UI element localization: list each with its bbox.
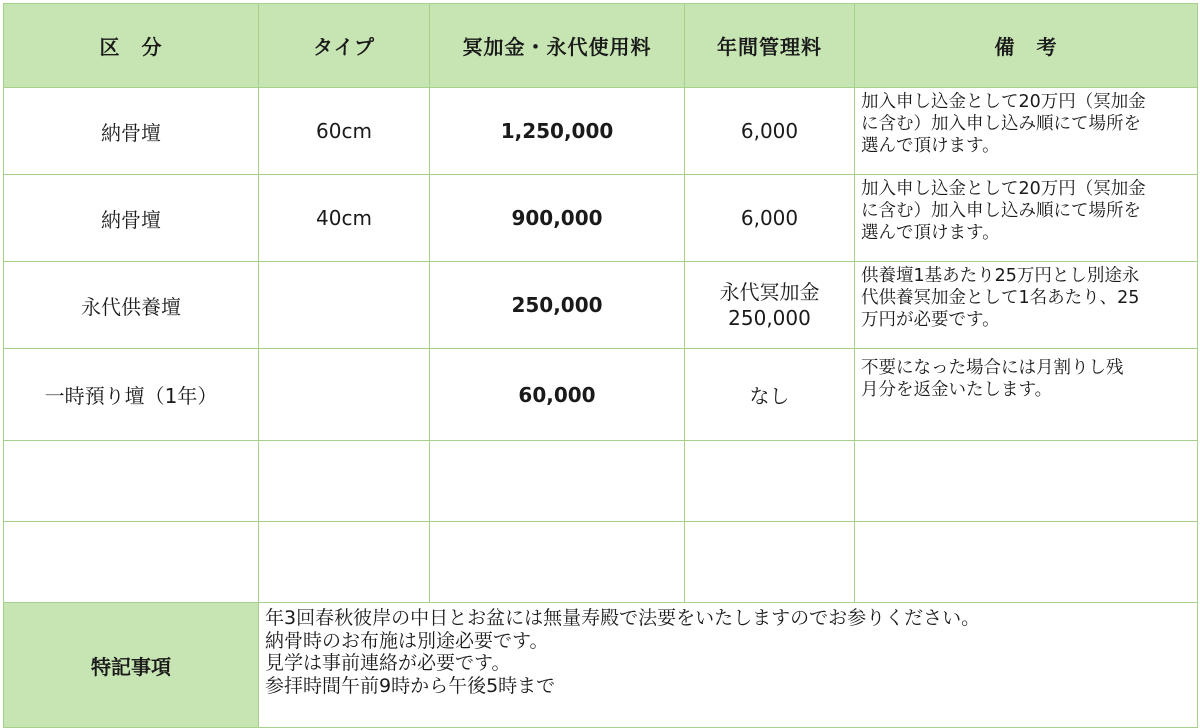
cell-annual-fee — [685, 88, 855, 175]
cell-category: 永代供養壇 — [4, 262, 259, 349]
header-remarks: 備 考 — [855, 4, 1198, 88]
annual-fee-text: なし — [749, 384, 790, 408]
cell-type — [259, 349, 430, 441]
empty-cell — [685, 441, 855, 522]
empty-row — [4, 522, 1198, 603]
empty-cell — [685, 522, 855, 603]
empty-cell — [430, 441, 685, 522]
header-usage-fee: 冥加金・永代使用料 — [430, 4, 685, 88]
cell-type: 60cm — [259, 88, 430, 175]
header-row — [4, 4, 1198, 88]
cell-usage-fee: 60,000 — [430, 349, 685, 441]
cell-remarks — [855, 349, 1198, 441]
annual-fee-text: 6,000 — [740, 119, 799, 143]
table-row — [4, 175, 1198, 262]
remarks-line: 加入申し込金として20万円（冥加金 — [861, 92, 1146, 112]
empty-cell — [855, 522, 1198, 603]
cell-remarks — [855, 262, 1198, 349]
cell-category: 納骨壇 — [4, 88, 259, 175]
empty-cell — [259, 522, 430, 603]
header-annual-fee: 年間管理料 — [685, 4, 855, 88]
special-note-line: 見学は事前連絡が必要です。 — [265, 652, 511, 674]
cell-usage-fee: 900,000 — [430, 175, 685, 262]
cell-category: 一時預り壇（1年） — [4, 349, 259, 441]
remarks-line: 選んで頂けます。 — [861, 136, 1000, 156]
cell-remarks — [855, 88, 1198, 175]
cell-annual-fee — [685, 262, 855, 349]
special-notes-row — [4, 603, 1198, 728]
pricing-table — [3, 3, 1198, 728]
remarks-line: 加入申し込金として20万円（冥加金 — [861, 179, 1146, 199]
special-note-line: 参拝時間午前9時から午後5時まで — [265, 674, 556, 697]
pricing-table-container — [3, 3, 1197, 710]
cell-annual-fee — [685, 349, 855, 441]
cell-usage-fee: 1,250,000 — [430, 88, 685, 175]
empty-cell — [4, 522, 259, 603]
remarks-line: に含む）加入申し込み順にて場所を — [861, 201, 1141, 221]
empty-cell — [4, 441, 259, 522]
special-notes-label: 特記事項 — [4, 603, 259, 728]
table-row — [4, 349, 1198, 441]
empty-cell — [259, 441, 430, 522]
remarks-line: 代供養冥加金として1名あたり、25 — [861, 288, 1140, 308]
header-category: 区 分 — [4, 4, 259, 88]
cell-type: 40cm — [259, 175, 430, 262]
remarks-line: に含む）加入申し込み順にて場所を — [861, 114, 1141, 134]
empty-row — [4, 441, 1198, 522]
cell-usage-fee: 250,000 — [430, 262, 685, 349]
special-note-line: 年3回春秋彼岸の中日とお盆には無量寿殿で法要をいたしますのでお参りください。 — [265, 607, 981, 629]
empty-cell — [855, 441, 1198, 522]
special-note-line: 納骨時のお布施は別途必要です。 — [265, 629, 549, 652]
remarks-line: 不要になった場合には月割りし残 — [861, 358, 1124, 378]
annual-fee-amount: 250,000 — [728, 306, 811, 330]
cell-type — [259, 262, 430, 349]
annual-fee-text: 永代冥加金 — [719, 280, 820, 304]
remarks-line: 選んで頂けます。 — [861, 223, 1000, 243]
table-row — [4, 262, 1198, 349]
remarks-line: 供養壇1基あたり25万円とし別途永 — [861, 266, 1140, 286]
header-type: タイプ — [259, 4, 430, 88]
annual-fee-text: 6,000 — [740, 206, 799, 230]
remarks-line: 万円が必要です。 — [861, 310, 1000, 330]
special-notes-content — [259, 603, 1198, 728]
cell-remarks — [855, 175, 1198, 262]
table-row — [4, 88, 1198, 175]
cell-annual-fee — [685, 175, 855, 262]
cell-category: 納骨壇 — [4, 175, 259, 262]
empty-cell — [430, 522, 685, 603]
remarks-line: 月分を返金いたします。 — [861, 380, 1053, 400]
